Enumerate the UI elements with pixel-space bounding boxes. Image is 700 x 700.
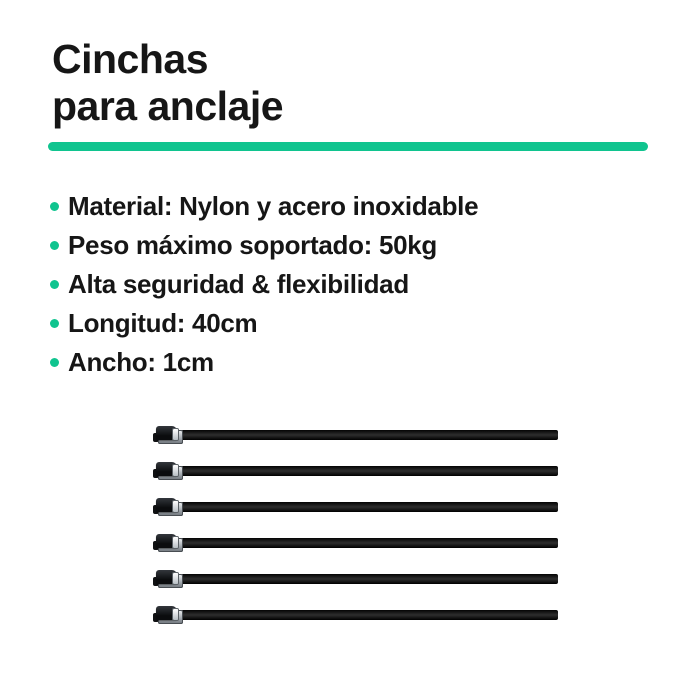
feature-text: Peso máximo soportado: 50kg [68,230,438,260]
feature-text: Ancho: 1cm [68,347,214,377]
buckle-slot [173,573,178,584]
strap-band [181,610,558,620]
strap [156,570,558,588]
buckle-slot [173,537,178,548]
strap [156,534,558,552]
bullet-dot-icon [50,358,59,367]
cam-buckle-icon [156,606,184,624]
buckle-slot [173,429,178,440]
cam-buckle-icon [156,426,184,444]
strap-band [181,538,558,548]
feature-text: Material: Nylon y acero inoxidable [68,191,479,221]
strap-band [181,502,558,512]
buckle-slot [173,609,178,620]
strap-band [181,430,558,440]
feature-item [50,304,478,343]
strap [156,426,558,444]
strap-band [181,466,558,476]
bullet-dot-icon [50,202,59,211]
strap [156,498,558,516]
title-underline-divider [48,142,648,151]
strap [156,606,558,624]
buckle-slot [173,501,178,512]
feature-item [50,343,478,382]
bullet-dot-icon [50,280,59,289]
feature-text: Longitud: 40cm [68,308,258,338]
bullet-dot-icon [50,319,59,328]
page-title-line2: para anclaje [52,83,284,129]
feature-list [50,187,478,382]
page-title-line1: Cinchas [52,36,208,82]
feature-item [50,226,478,265]
buckle-slot [173,465,178,476]
product-photo-straps [156,426,558,624]
cam-buckle-icon [156,534,184,552]
cam-buckle-icon [156,498,184,516]
strap-band [181,574,558,584]
page-title [52,36,283,130]
feature-item [50,187,478,226]
cam-buckle-icon [156,462,184,480]
strap [156,462,558,480]
bullet-dot-icon [50,241,59,250]
feature-item [50,265,478,304]
feature-text: Alta seguridad & flexibilidad [68,269,409,299]
cam-buckle-icon [156,570,184,588]
